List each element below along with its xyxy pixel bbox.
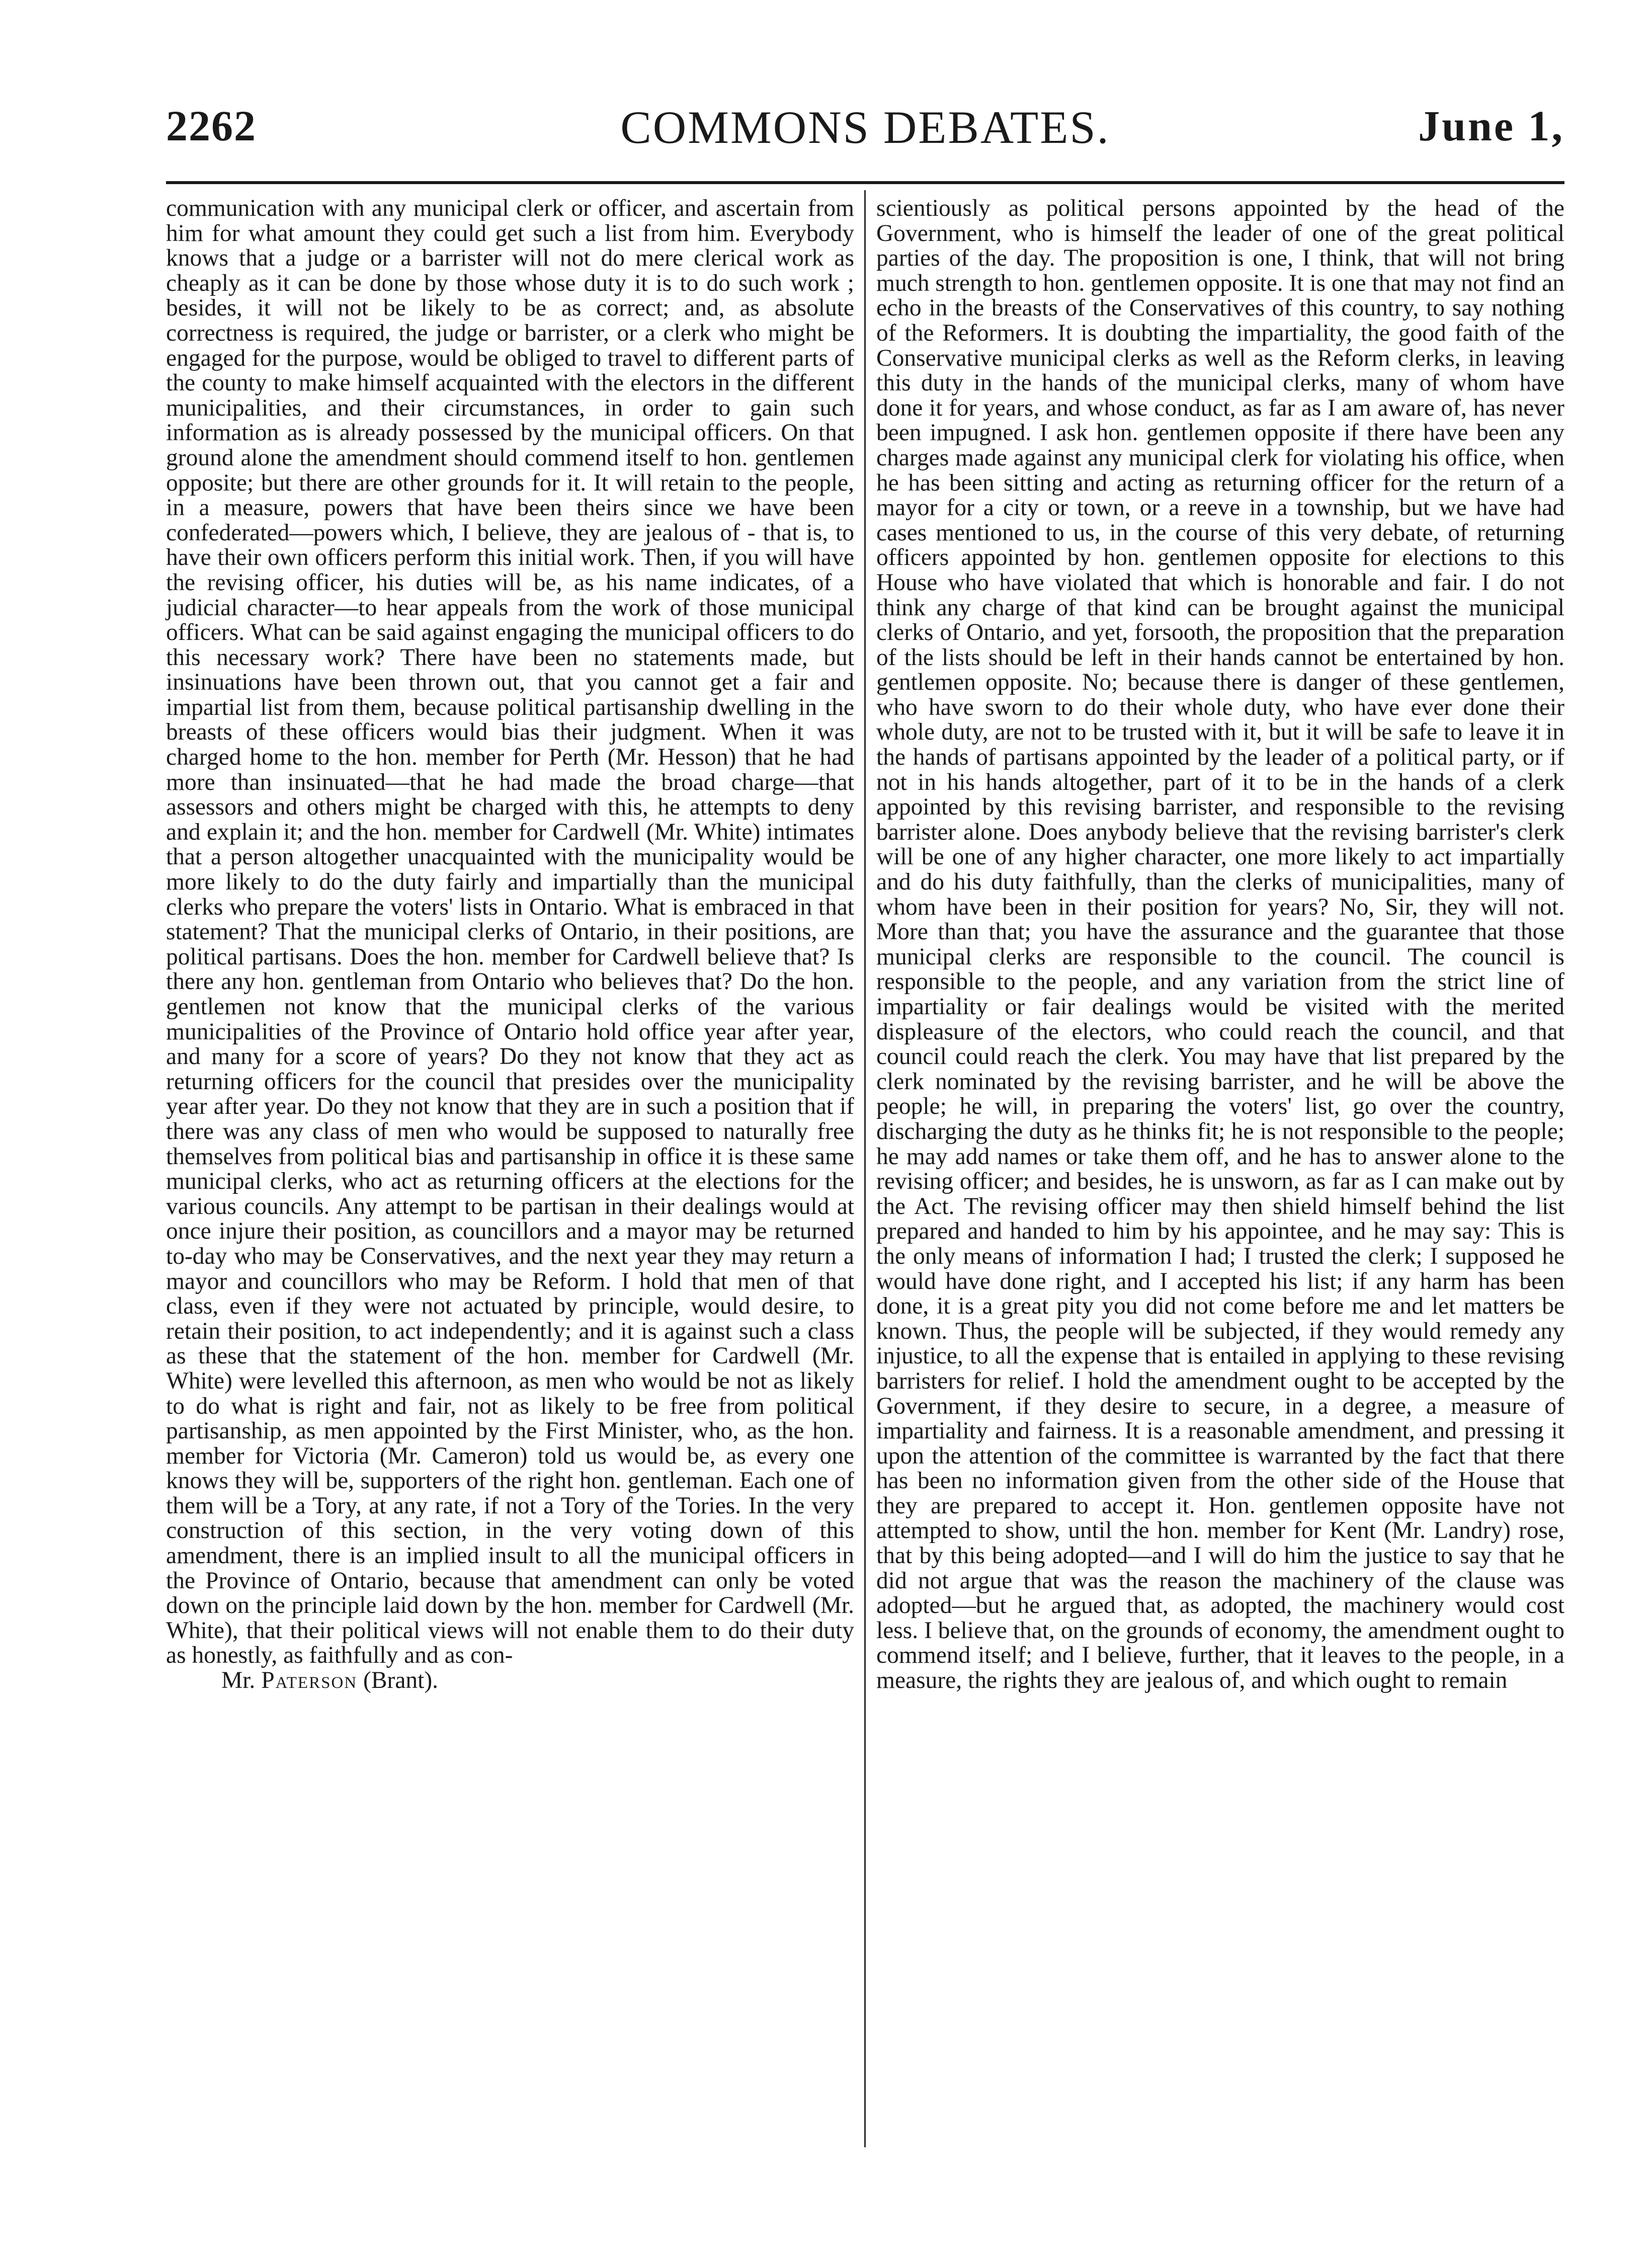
left-column — [166, 196, 854, 1693]
speaker-prefix: Mr. — [221, 1667, 262, 1694]
speaker-name: Paterson — [261, 1667, 358, 1694]
right-column — [876, 196, 1564, 1693]
right-column-text: scientiously as political persons appointed by the head of the Government, who is himself the leader of one of the great political parties of the day. The proposition is one, I think, that will not bring much strength to hon. gentlemen opposite. It is one that may not find an echo in the breasts of the Conservatives of this country, to say nothing of the Reformers. It is doubting the impartiality, the good faith of the Conservative municipal clerks as well as the Reform clerks, in leaving this duty in the hands of the municipal clerks, many of whom have done it for years, and whose conduct, as far as I am aware of, has never been impugned. I ask hon. gentlemen opposite if there have been any charges made against any municipal clerk for violating his office, when he has been sitting and acting as returning officer for the return of a mayor for a city or town, or a reeve in a township, but we have had cases mentioned to us, in the course of this very debate, of returning officers appointed by hon. gentlemen opposite for elections to this House who have violated that which is honorable and fair. I do not think any charge of that kind can be brought against the municipal clerks of Ontario, and yet, forsooth, the proposition that the preparation of the lists should be left in their hands cannot be entertained by hon. gentlemen opposite. No; because there is danger of these gentlemen, who have sworn to do their whole duty, who have ever done their whole duty, are not to be trusted with it, but it will be safe to leave it in the hands of partisans appointed by the leader of a political party, or if not in his hands altogether, part of it to be in the hands of a clerk appointed by this revising barrister, and responsible to the revising barrister alone. Does anybody believe that the revising barrister's clerk will be one of any higher character, one more likely to act impartially and do his duty faithfully, than the clerks of municipalities, many of whom have been in their position for years? No, Sir, they will not. More than that; you have the assurance and the guarantee that those municipal clerks are responsible to the council. The council is responsible to the people, and any variation from the strict line of impartiality or fair dealings would be visited with the merited displeasure of the electors, who could reach the council, and that council could reach the clerk. You may have that list prepared by the clerk nominated by the revising barrister, and he will be above the people; he will, in preparing the voters' list, go over the country, discharging the duty as he thinks fit; he is not responsible to the people; he may add names or take them off, and he has to answer alone to the revising officer; and besides, he is unsworn, as far as I can make out by the Act. The revising officer may then shield himself behind the list prepared and handed to him by his appointee, and he may say: This is the only means of information I had; I trusted the clerk; I supposed he would have done right, and I accepted his list; if any harm has been done, it is a great pity you did not come before me and let matters be known. Thus, the people will be subjected, if they would remedy any injustice, to all the expense that is entailed in applying to these revising barristers for relief. I hold the amendment ought to be accepted by the Government, if they desire to secure, in a degree, a measure of impartiality and fairness. It is a reasonable amendment, and pressing it upon the attention of the committee is warranted by the fact that there has been no information given from the other side of the House that they are prepared to accept it. Hon. gentlemen opposite have not attempted to show, until the hon. member for Kent (Mr. Landry) rose, that by this being adopted—and I will do him the justice to say that he did not argue that was the reason the machinery of the clause was adopted—but he argued that, as adopted, the machinery would cost less. I believe that, on the grounds of economy, the amendment ought to commend itself; and I believe, further, that it leaves to the people, in a measure, the rights they are jealous of, and which ought to remain — [876, 195, 1565, 1694]
journal-title: COMMONS DEBATES. — [620, 102, 1110, 153]
page-header — [166, 101, 1564, 166]
speaker-attribution — [166, 1668, 854, 1693]
header-rule — [166, 181, 1564, 184]
left-column-text: communication with any municipal clerk or officer, and ascertain from him for what amount they could get such a list from him. Everybody knows that a judge or a barrister will not do mere clerical work as cheaply as it can be done by those whose duty it is to do such work ; besides, it will not be likely to be as correct; and, as absolute correctness is required, the judge or barrister, or a clerk who might be engaged for the purpose, would be obliged to travel to different parts of the county to make himself acquainted with the electors in the different municipalities, and their circumstances, in order to gain such information as is already possessed by the municipal officers. On that ground alone the amendment should commend itself to hon. gentlemen opposite; but there are other grounds for it. It will retain to the people, in a measure, powers that have been theirs since we have been confederated—powers which, I believe, they are jealous of - that is, to have their own officers perform this initial work. Then, if you will have the revising officer, his duties will be, as his name indicates, of a judicial character—to hear appeals from the work of those municipal officers. What can be said against engaging the municipal officers to do this necessary work? There have been no statements made, but insinuations have been thrown out, that you cannot get a fair and impartial list from them, because political partisanship dwelling in the breasts of these officers would bias their judgment. When it was charged home to the hon. member for Perth (Mr. Hesson) that he had more than insinuated—that he had made the broad charge—that assessors and others might be charged with this, he attempts to deny and explain it; and the hon. member for Cardwell (Mr. White) intimates that a person altogether unacquainted with the municipality would be more likely to do the duty fairly and impartially than the municipal clerks who prepare the voters' lists in Ontario. What is embraced in that statement? That the municipal clerks of Ontario, in their positions, are political partisans. Does the hon. member for Cardwell believe that? Is there any hon. gentleman from Ontario who believes that? Do the hon. gentlemen not know that the municipal clerks of the various municipalities of the Province of Ontario hold office year after year, and many for a score of years? Do they not know that they act as returning officers for the council that presides over the municipality year after year. Do they not know that they are in such a position that if there was any class of men who would be supposed to naturally free themselves from political bias and partisanship in office it is these same municipal clerks, who act as returning officers at the elections for the various councils. Any attempt to be partisan in their dealings would at once injure their position, as councillors and a mayor may be returned to-day who may be Conservatives, and the next year they may return a mayor and councillors who may be Reform. I hold that men of that class, even if they were not actuated by principle, would desire, to retain their position, to act independently; and it is against such a class as these that the statement of the hon. member for Cardwell (Mr. White) were levelled this afternoon, as men who would be not as likely to do what is right and fair, not as likely to be free from political partisanship, as men appointed by the First Minister, who, as the hon. member for Victoria (Mr. Cameron) told us would be, as every one knows they will be, supporters of the right hon. gentleman. Each one of them will be a Tory, at any rate, if not a Tory of the Tories. In the very construction of this section, in the very voting down of this amendment, there is an implied insult to all the municipal officers in the Province of Ontario, because that amendment can only be voted down on the principle laid down by the hon. member for Cardwell (Mr. White), that their political views will not enable them to do their duty as honestly, as faithfully and as con- — [166, 195, 854, 1669]
column-divider — [864, 190, 866, 2147]
header-date: June 1, — [1418, 102, 1564, 150]
speaker-riding: (Brant). — [357, 1667, 439, 1694]
page-number: 2262 — [166, 102, 257, 150]
